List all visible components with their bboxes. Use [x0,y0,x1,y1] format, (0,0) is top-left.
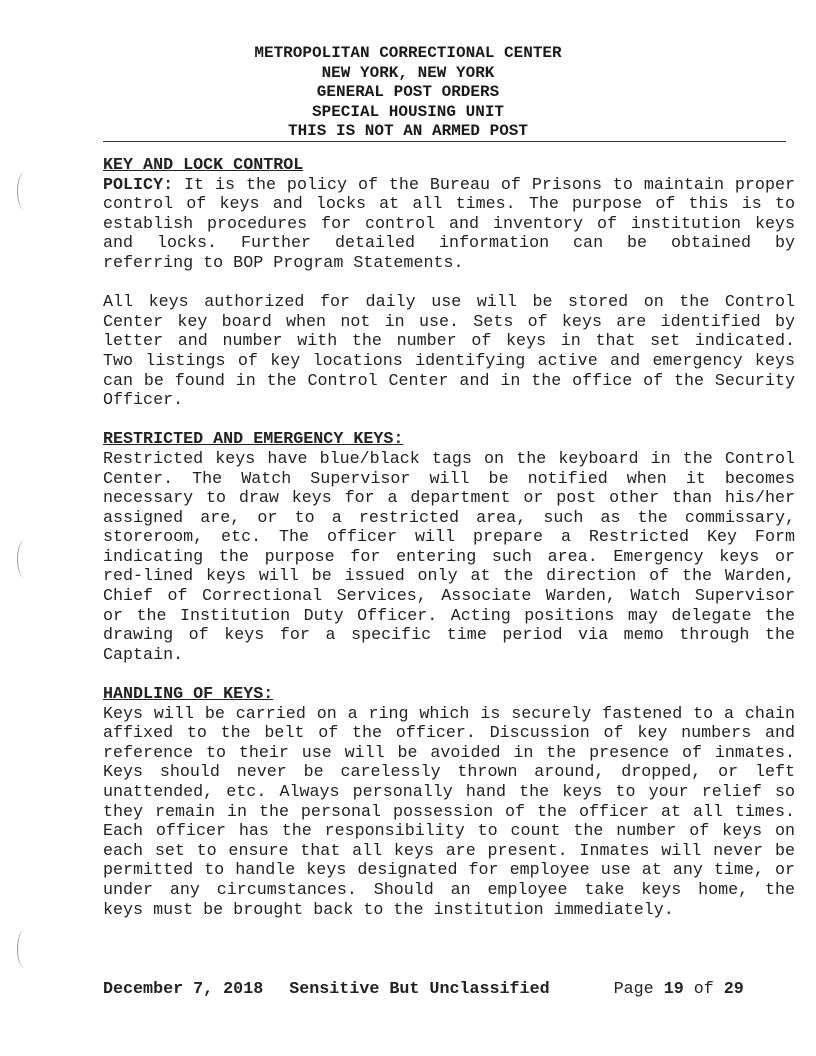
text-line: assigned are, or to a restricted area, such as the commissary, [103,508,795,528]
section-title: RESTRICTED AND EMERGENCY KEYS: [103,430,404,450]
header-line: METROPOLITAN CORRECTIONAL CENTER [254,44,562,62]
text-line: Keys should never be carelessly thrown around, dropped, or left [103,763,795,783]
text-line: referring to BOP Program Statements. [103,253,464,273]
footer-date: December 7, 2018 [103,980,264,999]
punch-hole-mark [17,930,32,968]
header-divider [103,141,786,142]
text-line: Restricted keys have blue/black tags on the keyboard in the Control [103,449,795,469]
text-line: establish procedures for control and inventory of institution keys [103,214,795,234]
text-line: permitted to handle keys designated for employee use at any time, or [103,861,795,881]
text-line: drawing of keys for a specific time period via memo through the [103,626,795,646]
text-line: Chief of Correctional Services, Associate Warden, Watch Supervisor [103,587,795,607]
text-line: Center key board when not in use. Sets of keys are identified by [103,312,795,332]
page-current: 19 [663,980,684,999]
text-line: Center. The Watch Supervisor will be notified when it becomes [103,469,795,489]
text-line: storeroom, etc. The officer will prepare a Restricted Key Form [103,528,795,548]
handling-keys-section [103,685,795,920]
document-body [103,156,795,940]
header-line: GENERAL POST ORDERS [316,83,500,101]
policy-label: POLICY: [103,175,174,195]
text-line: Each officer has the responsibility to count the number of keys on [103,822,795,842]
text-line: Keys will be carried on a ring which is securely fastened to a chain [103,704,795,724]
text-line: letter and number with the number of keys in that set indicated. [103,332,795,352]
text-line: reference to their use will be avoided in the presence of inmates. [103,743,795,763]
text-line: Officer. [103,391,184,411]
text-line: they remain in the personal possession of the officer at all times. [103,802,795,822]
text-line: unattended, etc. Always personally hand the keys to your relief so [103,783,795,802]
policy-section [103,156,795,274]
text-line: It is the policy of the Bureau of Prisons to maintain proper [173,175,795,195]
section-title: HANDLING OF KEYS: [103,685,274,705]
page-footer [103,980,788,1000]
section-title: KEY AND LOCK CONTROL [103,156,304,175]
page-of: of [683,980,724,999]
text-line: control of keys and locks at all times. The purpose of this is to [103,195,795,215]
text-line: Captain. [103,645,184,665]
text-line: indicating the purpose for entering such area. Emergency keys or [103,547,795,567]
header-line: SPECIAL HOUSING UNIT [311,102,505,121]
punch-hole-mark [17,540,32,578]
text-line: keys must be brought back to the institution immediately. [103,900,674,920]
text-line: or the Institution Duty Officer. Acting positions may delegate the [103,606,795,626]
page-label: Page [613,980,664,999]
text-line: All keys authorized for daily use will be stored on the Control [103,293,795,313]
text-line: necessary to draw keys for a department or post other than his/her [103,489,795,509]
document-header [0,44,816,142]
text-line: affixed to the belt of the officer. Discussion of key numbers and [103,724,795,744]
punch-hole-mark [17,172,32,210]
page-total: 29 [723,980,744,999]
paragraph-key-storage [103,293,795,411]
text-line: and locks. Further detailed information can be obtained by [103,234,795,254]
text-line: can be found in the Control Center and in the office of the Security [103,371,795,391]
header-line: NEW YORK, NEW YORK [321,63,495,82]
restricted-keys-section [103,430,795,665]
text-line: red-lined keys will be issued only at the direction of the Warden, [103,567,795,587]
text-line: each set to ensure that all keys are present. Inmates will never be [103,841,795,861]
policy-line [103,176,795,196]
text-line: under any circumstances. Should an employee take keys home, the [103,880,795,900]
footer-classification: Sensitive But Unclassified [289,980,550,999]
header-line: THIS IS NOT AN ARMED POST [287,122,529,140]
text-line: Two listings of key locations identifying active and emergency keys [103,351,795,371]
